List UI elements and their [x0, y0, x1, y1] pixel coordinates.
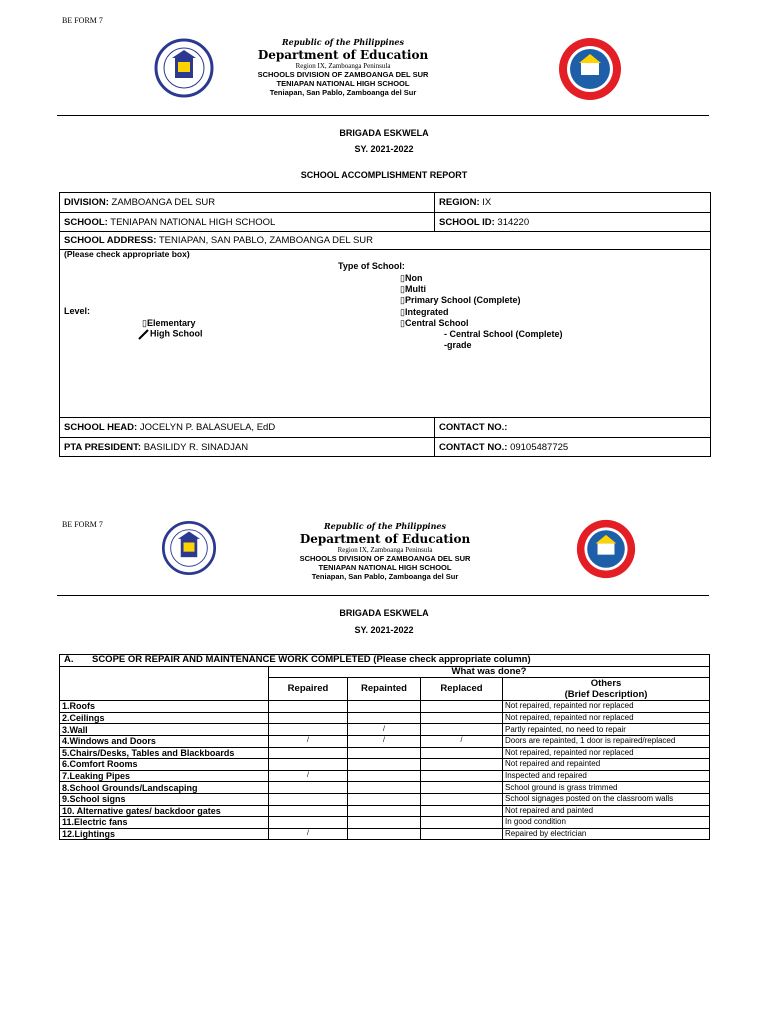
description-cell: School ground is grass trimmed — [503, 782, 710, 794]
description-cell: Not repaired, repainted nor replaced — [503, 747, 710, 759]
page1-report-title: SCHOOL ACCOMPLISHMENT REPORT — [300, 170, 468, 180]
item-cell: 5.Chairs/Desks, Tables and Blackboards — [60, 747, 269, 759]
repainted-cell — [348, 747, 421, 759]
replaced-cell — [421, 770, 503, 782]
description-cell: Not repaired, repainted nor replaced — [503, 712, 710, 724]
item-cell: 8.School Grounds/Landscaping — [60, 782, 269, 794]
division-text: SCHOOLS DIVISION OF ZAMBOANGA DEL SUR — [257, 70, 429, 80]
school-head-cell: SCHOOL HEAD: JOCELYN P. BALASUELA, EdD — [60, 418, 435, 438]
repaired-cell: / — [269, 770, 348, 782]
section-header: A. SCOPE OR REPAIR AND MAINTENANCE WORK COMPLETED (Please check appropriate column) — [60, 655, 710, 667]
repainted-cell — [348, 793, 421, 805]
table-row — [60, 724, 710, 736]
col-repainted: Repainted — [348, 678, 421, 701]
replaced-cell — [421, 793, 503, 805]
division-text: SCHOOLS DIVISION OF ZAMBOANGA DEL SUR — [299, 554, 471, 564]
repaired-cell — [269, 782, 348, 794]
repaired-cell — [269, 793, 348, 805]
replaced-cell — [421, 805, 503, 817]
type-label: Type of School: — [338, 261, 405, 271]
repaired-cell — [269, 747, 348, 759]
repainted-cell — [348, 701, 421, 713]
form-label: BE FORM 7 — [62, 16, 103, 25]
repainted-cell: / — [348, 735, 421, 747]
item-cell: 3.Wall — [60, 724, 269, 736]
repainted-cell — [348, 770, 421, 782]
type-primary: ▯Primary School (Complete) — [400, 295, 521, 305]
repaired-cell — [269, 724, 348, 736]
item-cell: 12.Lightings — [60, 828, 269, 840]
description-cell: In good condition — [503, 817, 710, 829]
level-high-school: High School — [138, 328, 203, 340]
address-cell: SCHOOL ADDRESS: TENIAPAN, SAN PABLO, ZAMBOANGA DEL SUR — [60, 232, 711, 250]
item-cell: 10. Alternative gates/ backdoor gates — [60, 805, 269, 817]
checkmark-pen-icon — [138, 328, 150, 340]
header-divider-2 — [57, 595, 709, 596]
page1-header — [228, 38, 458, 97]
region-text: Region IX, Zamboanga Peninsula — [337, 545, 433, 554]
replaced-cell — [421, 724, 503, 736]
table-row — [60, 782, 710, 794]
page2-title: BRIGADA ESKWELA — [339, 608, 429, 618]
item-cell: 2.Ceilings — [60, 712, 269, 724]
contact-cell: CONTACT NO.: — [435, 418, 711, 438]
level-label: Level: — [64, 306, 91, 316]
type-grade: -grade — [444, 340, 472, 350]
description-cell: School signages posted on the classroom walls — [503, 793, 710, 805]
table-row — [60, 747, 710, 759]
replaced-cell — [421, 828, 503, 840]
description-cell: Not repaired and painted — [503, 805, 710, 817]
replaced-cell: / — [421, 735, 503, 747]
school-info-table — [59, 192, 711, 457]
item-cell: 4.Windows and Doors — [60, 735, 269, 747]
address-text: Teniapan, San Pablo, Zamboanga del Sur — [269, 88, 417, 98]
repainted-cell — [348, 759, 421, 771]
division-cell: DIVISION: ZAMBOANGA DEL SUR — [60, 193, 435, 213]
table-row — [60, 759, 710, 771]
description-cell: Not repaired and repainted — [503, 759, 710, 771]
repair-table — [59, 654, 710, 840]
repaired-cell — [269, 712, 348, 724]
school-seal-icon — [575, 518, 637, 580]
department-text: Department of Education — [299, 531, 471, 546]
what-done-header: What was done? — [269, 666, 710, 678]
col-others: Others (Brief Description) — [503, 678, 710, 701]
type-level-cell — [60, 250, 711, 418]
region-text: Region IX, Zamboanga Peninsula — [295, 61, 391, 70]
deped-seal-icon — [148, 38, 220, 98]
replaced-cell — [421, 712, 503, 724]
table-row — [60, 735, 710, 747]
type-non: ▯Non — [400, 273, 423, 283]
repainted-cell — [348, 805, 421, 817]
description-cell: Repaired by electrician — [503, 828, 710, 840]
repaired-cell — [269, 817, 348, 829]
school-cell: SCHOOL: TENIAPAN NATIONAL HIGH SCHOOL — [60, 213, 435, 232]
repainted-cell — [348, 828, 421, 840]
replaced-cell — [421, 817, 503, 829]
col-replaced: Replaced — [421, 678, 503, 701]
level-elementary: ▯Elementary — [142, 318, 196, 328]
item-cell: 7.Leaking Pipes — [60, 770, 269, 782]
republic-text: Republic of the Philippines — [281, 37, 404, 47]
header-divider — [57, 115, 709, 116]
republic-text: Republic of the Philippines — [323, 521, 446, 531]
item-header — [60, 666, 269, 701]
description-cell: Partly repainted, no need to repair — [503, 724, 710, 736]
form-label-2: BE FORM 7 — [62, 520, 103, 529]
table-row — [60, 712, 710, 724]
type-central: ▯Central School — [400, 318, 469, 328]
item-cell: 1.Roofs — [60, 701, 269, 713]
repaired-cell — [269, 759, 348, 771]
type-central-complete: - Central School (Complete) — [444, 329, 563, 339]
replaced-cell — [421, 747, 503, 759]
table-row — [60, 805, 710, 817]
school-text: TENIAPAN NATIONAL HIGH SCHOOL — [318, 563, 452, 573]
school-seal-icon — [557, 36, 623, 102]
repainted-cell: / — [348, 724, 421, 736]
repainted-cell — [348, 782, 421, 794]
description-cell: Not repaired, repainted nor replaced — [503, 701, 710, 713]
item-cell: 9.School signs — [60, 793, 269, 805]
check-note: (Please check appropriate box) — [64, 249, 190, 259]
repainted-cell — [348, 712, 421, 724]
region-cell: REGION: IX — [435, 193, 711, 213]
page2-header — [270, 522, 500, 581]
pta-president-cell: PTA PRESIDENT: BASILIDY R. SINADJAN — [60, 438, 435, 457]
repaired-cell: / — [269, 735, 348, 747]
address-text: Teniapan, San Pablo, Zamboanga del Sur — [311, 572, 459, 582]
school-text: TENIAPAN NATIONAL HIGH SCHOOL — [276, 79, 410, 89]
description-cell: Doors are repainted, 1 door is repaired/replaced — [503, 735, 710, 747]
repaired-cell: / — [269, 828, 348, 840]
table-row — [60, 770, 710, 782]
repair-rows — [60, 701, 710, 840]
item-cell: 11.Electric fans — [60, 817, 269, 829]
col-repaired: Repaired — [269, 678, 348, 701]
page2-sy: SY. 2021-2022 — [354, 625, 414, 635]
table-row — [60, 828, 710, 840]
replaced-cell — [421, 759, 503, 771]
item-cell: 6.Comfort Rooms — [60, 759, 269, 771]
school-id-cell: SCHOOL ID: 314220 — [435, 213, 711, 232]
department-text: Department of Education — [257, 47, 429, 62]
table-row — [60, 817, 710, 829]
table-row — [60, 701, 710, 713]
type-integrated: ▯Integrated — [400, 307, 449, 317]
description-cell: Inspected and repaired — [503, 770, 710, 782]
page1-title: BRIGADA ESKWELA — [339, 128, 429, 138]
table-row — [60, 793, 710, 805]
type-multi: ▯Multi — [400, 284, 426, 294]
page1-sy: SY. 2021-2022 — [354, 144, 414, 154]
repaired-cell — [269, 701, 348, 713]
contact2-cell: CONTACT NO.: 09105487725 — [435, 438, 711, 457]
deped-seal-icon — [156, 520, 222, 576]
repainted-cell — [348, 817, 421, 829]
repaired-cell — [269, 805, 348, 817]
replaced-cell — [421, 701, 503, 713]
replaced-cell — [421, 782, 503, 794]
